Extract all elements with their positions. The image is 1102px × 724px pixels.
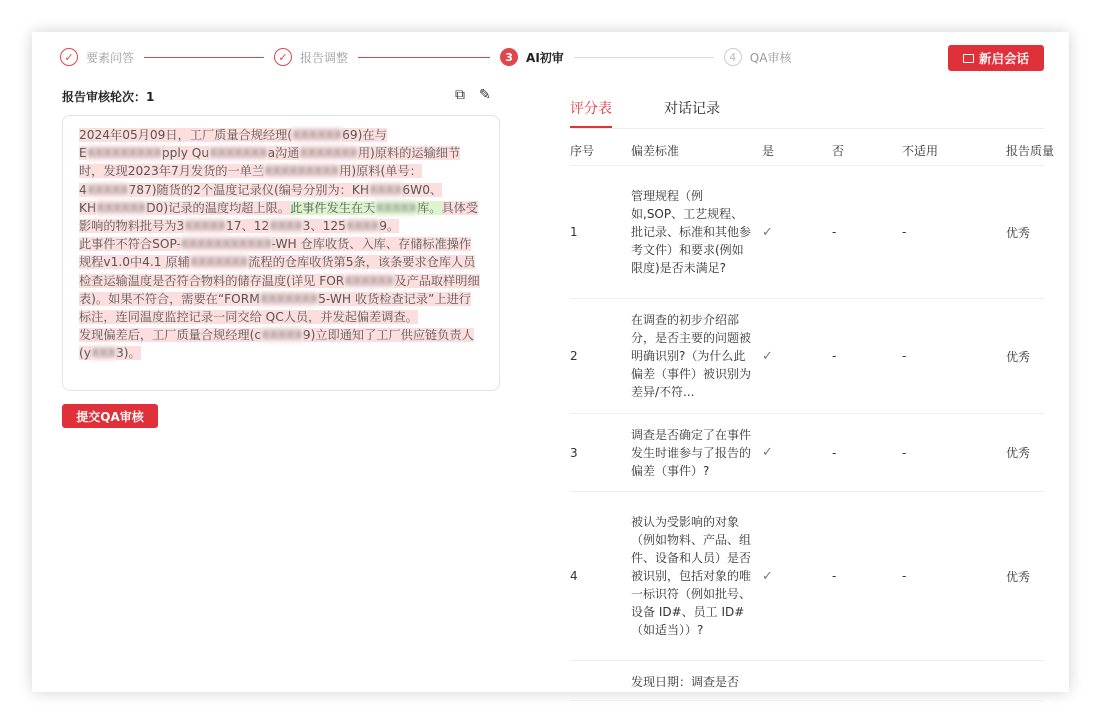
report-tools: [455, 87, 491, 103]
redacted-text: XXXXX: [375, 200, 418, 215]
table-row: [570, 414, 1044, 492]
report-text: 库。: [417, 200, 442, 215]
report-text: 6W0、KH: [79, 182, 443, 215]
check-icon: ✓: [762, 348, 773, 364]
table-row: [570, 661, 1044, 701]
step-label: QA审核: [749, 50, 792, 65]
no-value: -: [832, 569, 837, 583]
step-connector: [574, 57, 714, 58]
score-table: [570, 136, 1055, 701]
redacted-text: XXXXXXXXX: [264, 164, 340, 179]
report-text: 787)随货的2个温度记录仪(编号分别为：KH: [128, 182, 370, 197]
quality-value: 优秀: [1006, 225, 1031, 240]
progress-stepper: [60, 46, 791, 68]
row-number: 3: [570, 445, 578, 460]
redacted-text: XXXX: [345, 219, 380, 234]
redacted-text: XXXX: [269, 219, 303, 234]
redacted-text: XXXXXX: [96, 200, 147, 215]
col-header-criterion: 偏差标准: [631, 143, 680, 158]
tab-scorecard[interactable]: 评分表: [570, 98, 612, 128]
table-header: [570, 136, 1055, 166]
redacted-text: XXX: [90, 346, 117, 361]
report-text: 发现偏差后，工厂质量合规经理(c: [79, 328, 262, 343]
table-row: [570, 166, 1044, 299]
review-round-label: 报告审核轮次：1: [62, 90, 155, 104]
step-connector: [358, 57, 490, 58]
redacted-text: XXXXXXXXX: [86, 146, 162, 161]
na-value: -: [902, 569, 907, 583]
report-text: 9)立即通知了工厂供应链负责人(y: [79, 328, 474, 361]
check-icon: ✓: [762, 224, 773, 240]
report-text: a沟通: [267, 146, 300, 161]
report-text: pply Qu: [161, 146, 210, 161]
report-text: 3)。: [116, 346, 141, 361]
report-text: -WH 仓库收货、入库、存储标准操作规程v1.0中4.1 原辅: [79, 237, 472, 270]
report-text: 具体受影响的物料批号为3: [79, 200, 479, 234]
report-text: 2024年05月09日，工厂质量合规经理(: [79, 128, 293, 142]
report-text: 用)原料(单号：4: [79, 164, 422, 197]
step-number: 3: [500, 48, 518, 66]
report-text: 用)原料的运输细节时，发现2023年7月发货的一单兰: [79, 146, 461, 179]
step-label: 要素问答: [86, 50, 135, 65]
app-window: [32, 32, 1069, 692]
report-text: 69)在与E: [79, 128, 387, 161]
redacted-text: XXXXX: [261, 328, 303, 343]
tab-dialog-log[interactable]: 对话记录: [664, 101, 720, 117]
na-value: -: [902, 349, 907, 363]
col-header-no-col: 否: [832, 144, 845, 158]
redacted-text: XXXXXXXXXXX: [180, 237, 272, 252]
redacted-text: XXXX: [369, 182, 403, 197]
quality-value: 优秀: [1006, 349, 1031, 364]
redacted-text: XXXXXXX: [209, 146, 268, 161]
report-text: 5-WH 收货检查记录”上进行标注，连同温度监控记录一同交给 QC人员，并发起偏差调查。: [79, 291, 471, 325]
criterion-text: 发现日期：调查是否: [631, 675, 740, 689]
right-tabs: [570, 98, 720, 128]
report-text: 9。: [379, 219, 400, 234]
redacted-text: XXXXXX: [344, 273, 395, 288]
quality-value: 优秀: [1006, 446, 1031, 460]
check-icon: ✓: [762, 445, 773, 460]
col-header-quality: 报告质量: [1006, 144, 1055, 158]
step-label: 报告调整: [300, 50, 349, 65]
report-text: 流程的仓库收货第5条，该条要求仓库人员检查运输温度是否符合物料的储存温度(详见 FOR: [79, 255, 476, 288]
col-header-no: 序号: [570, 144, 595, 158]
chat-icon: [963, 54, 974, 63]
na-value: -: [902, 225, 907, 239]
redacted-text: XXXXXXX: [189, 255, 249, 270]
report-text: 3、125: [302, 219, 346, 234]
col-header-yes: 是: [762, 144, 775, 158]
report-text: 此事件发生在天: [290, 200, 376, 215]
step-connector: [144, 57, 264, 58]
report-text: 及产品取样明细表)。如果不符合，需要在“FORM: [79, 273, 480, 306]
check-circle-icon: ✓: [274, 48, 292, 66]
quality-value: 优秀: [1006, 569, 1031, 584]
row-number: 1: [570, 225, 578, 239]
row-number: 4: [570, 569, 578, 583]
step-1[interactable]: [60, 48, 134, 66]
step-2[interactable]: [274, 48, 348, 66]
report-text: 17、12: [226, 219, 270, 234]
no-value: -: [832, 225, 837, 239]
table-row: [570, 299, 1044, 414]
criterion-text: 在调查的初步介绍部分，是否主要的问题被明确识别?（为什么此偏差（事件）被识别为差异/不符...: [631, 313, 752, 399]
col-header-na: 不适用: [902, 144, 939, 158]
edit-icon[interactable]: ✎: [479, 87, 491, 103]
step-3[interactable]: [500, 48, 564, 66]
redacted-text: XXXXXXX: [299, 146, 358, 161]
check-icon: ✓: [762, 568, 773, 584]
criterion-text: 调查是否确定了在事件发生时谁参与了报告的偏差（事件）?: [631, 427, 752, 478]
tabs-divider: [570, 128, 1044, 129]
table-row: [570, 492, 1044, 661]
submit-qa-button[interactable]: 提交QA审核: [62, 404, 158, 428]
new-session-button[interactable]: [948, 45, 1044, 71]
criterion-text: 被认为受影响的对象（例如物料、产品、组件、设备和人员）是否被识别，包括对象的唯一标识符（例如批号、设备 ID#、员工 ID#（如适当））?: [631, 515, 752, 637]
step-label: AI初审: [526, 50, 564, 65]
check-circle-icon: ✓: [60, 48, 78, 66]
redacted-text: XXXXX: [184, 219, 227, 234]
criterion-text: 管理规程（例如,SOP、工艺规程、批记录、标准和其他参考文件）和要求(例如限度)是否未满足?: [631, 189, 752, 275]
report-textbox[interactable]: [62, 115, 500, 391]
redacted-text: XXXXXX: [292, 128, 343, 142]
na-value: -: [902, 445, 907, 460]
step-number: 4: [724, 48, 742, 66]
report-text: 此事件不符合SOP-: [79, 237, 181, 252]
step-4[interactable]: [724, 48, 792, 66]
copy-icon[interactable]: ⧉: [455, 87, 465, 103]
report-text: D0)记录的温度均超上限。: [146, 200, 291, 215]
row-number: 2: [570, 349, 578, 363]
no-value: -: [832, 445, 837, 460]
redacted-text: XXXXX: [86, 182, 129, 197]
no-value: -: [832, 349, 837, 363]
redacted-text: XXXXXXX: [259, 291, 319, 306]
new-session-label: 新启会话: [978, 51, 1029, 66]
